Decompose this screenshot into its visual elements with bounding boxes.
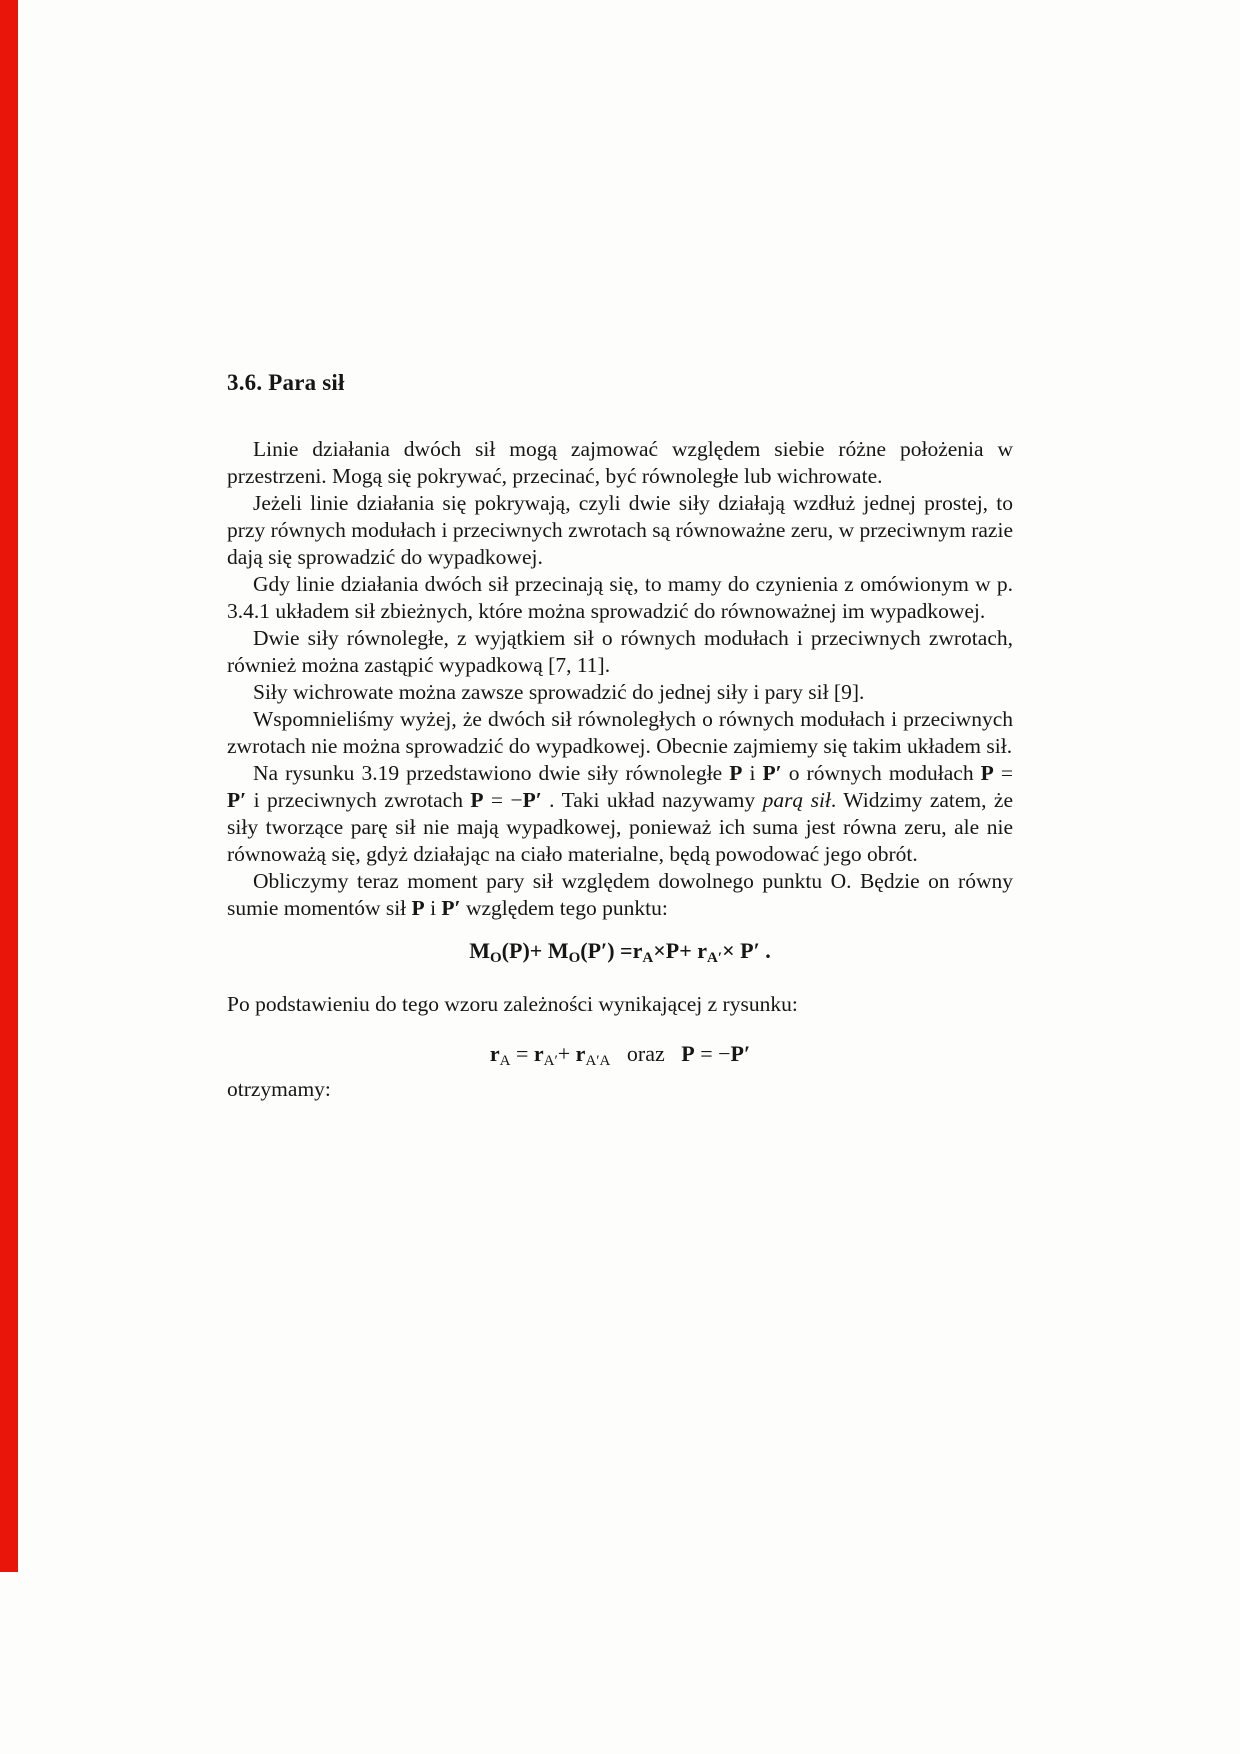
text-segment: i [424, 896, 442, 920]
formula-token: ( [580, 938, 588, 963]
section-heading: 3.6. Para sił [227, 370, 345, 395]
text-segment: Linie działania dwóch sił mogą zajmować względem siebie różne położenia w przestrzeni. Mogą się pokrywać, przecinać, być równoległe lub wichrowate. [227, 437, 1013, 488]
formula-subscript: A′A [585, 1053, 611, 1069]
formula-subscript: A [499, 1053, 511, 1069]
text-segment: P [729, 761, 743, 785]
text-segment: P [470, 788, 484, 812]
text-segment: Dwie siły równoległe, z wyjątkiem sił o równych modułach i przeciwnych zwrotach, również można zastąpić wypadkową [7, 11]. [227, 626, 1013, 677]
paragraph [227, 436, 1013, 490]
paragraph [227, 760, 1013, 868]
text-segment: Jeżeli linie działania się pokrywają, czyli dwie siły działają wzdłuż jednej prostej, to przy równych modułach i przeciwnych zwrotach są równoważne zeru, w przeciwnym razie dają się sprowadzić do wypadkowej. [227, 491, 1013, 569]
text-segment: Siły wichrowate można zawsze sprowadzić do jednej siły i pary sił [9]. [253, 680, 865, 704]
text-segment: parą sił [762, 788, 831, 812]
text-segment: P′ [762, 761, 782, 785]
formula-token: ) [522, 938, 530, 963]
formula-token: P [681, 1041, 695, 1066]
formula-subscript: A′ [707, 950, 723, 966]
formula-token: × [653, 938, 666, 963]
formula-subscript: O [489, 950, 502, 966]
paragraph [227, 625, 1013, 679]
formula-token: r [575, 1041, 586, 1066]
paragraph [227, 490, 1013, 571]
substitution-formula [227, 1039, 1013, 1069]
text-segment: Gdy linie działania dwóch sił przecinają się, to mamy do czynienia z omówionym w p. 3.4.1 układem sił zbieżnych, które można sprowadzić do równoważnej im wypadkowej. [227, 572, 1013, 623]
text-segment: P [980, 761, 994, 785]
red-edge-stripe [0, 0, 18, 1572]
paragraph [227, 868, 1013, 922]
formula-token: ( [501, 938, 509, 963]
formula-token: P′ [730, 1041, 751, 1066]
formula-subscript: A′ [543, 1053, 558, 1069]
formula-token: P [665, 938, 680, 963]
text-segment: Na rysunku 3.19 przedstawiono dwie siły równoległe [253, 761, 730, 785]
paragraph [227, 679, 1013, 706]
formula-token: M [469, 938, 490, 963]
formula-token: oraz [610, 1041, 682, 1066]
formula-token: r [489, 1041, 500, 1066]
text-segment: Wspomnieliśmy wyżej, że dwóch sił równoległych o równych modułach i przeciwnych zwrotach nie można sprowadzić do wypadkowej. Obecnie zajmiemy się takim układem sił. [227, 707, 1013, 758]
formula-token: ) [607, 938, 615, 963]
formula-token: + [557, 1041, 576, 1066]
formula-token: = − [694, 1041, 731, 1066]
paragraph [227, 571, 1013, 625]
formula-token: . [759, 938, 771, 963]
formula-token: + [679, 938, 698, 963]
formula-token: P [508, 938, 523, 963]
formula-token: P′ [740, 938, 760, 963]
text-segment: . Taki układ nazywamy [541, 788, 763, 812]
formula-token: = [614, 938, 633, 963]
text-segment: P′ [227, 788, 247, 812]
formula-token: P′ [587, 938, 608, 963]
text-segment: względem tego punktu: [460, 896, 668, 920]
formula-token: = [510, 1041, 534, 1066]
formula-token: M [547, 938, 569, 963]
formula-token: r [533, 1041, 544, 1066]
text-segment: i przeciwnych zwrotach [246, 788, 471, 812]
text-segment: P′ [441, 896, 461, 920]
text-segment: P′ [522, 788, 542, 812]
text-segment: i [742, 761, 763, 785]
formula-token: × [722, 938, 741, 963]
text-segment: o równych modułach [781, 761, 981, 785]
text-segment: = [993, 761, 1013, 785]
moment-formula [227, 936, 1013, 966]
paragraph [227, 1076, 1013, 1103]
text-segment: P [411, 896, 425, 920]
formula-subscript: O [568, 950, 581, 966]
formula-token: r [632, 938, 643, 963]
text-segment: Po podstawieniu do tego wzoru zależności wynikającej z rysunku: [227, 992, 798, 1016]
formula-token: r [697, 938, 708, 963]
paragraph [227, 991, 1013, 1018]
text-segment: Obliczymy teraz moment pary sił względem dowolnego punktu O. Będzie on równy sumie momentów sił [227, 869, 1013, 920]
text-segment: otrzymamy: [227, 1077, 331, 1101]
document-content [227, 370, 1013, 1103]
text-segment: = − [483, 788, 523, 812]
text-segment: . Widzimy zatem, że siły tworzące parę sił nie mają wypadkowej, ponieważ ich suma jest równa zeru, ale nie równoważą się, gdyż działając na ciało materialne, będą powodować jego obrót. [227, 788, 1014, 866]
paragraph [227, 706, 1013, 760]
formula-token: + [529, 938, 548, 963]
formula-subscript: A [642, 950, 654, 966]
